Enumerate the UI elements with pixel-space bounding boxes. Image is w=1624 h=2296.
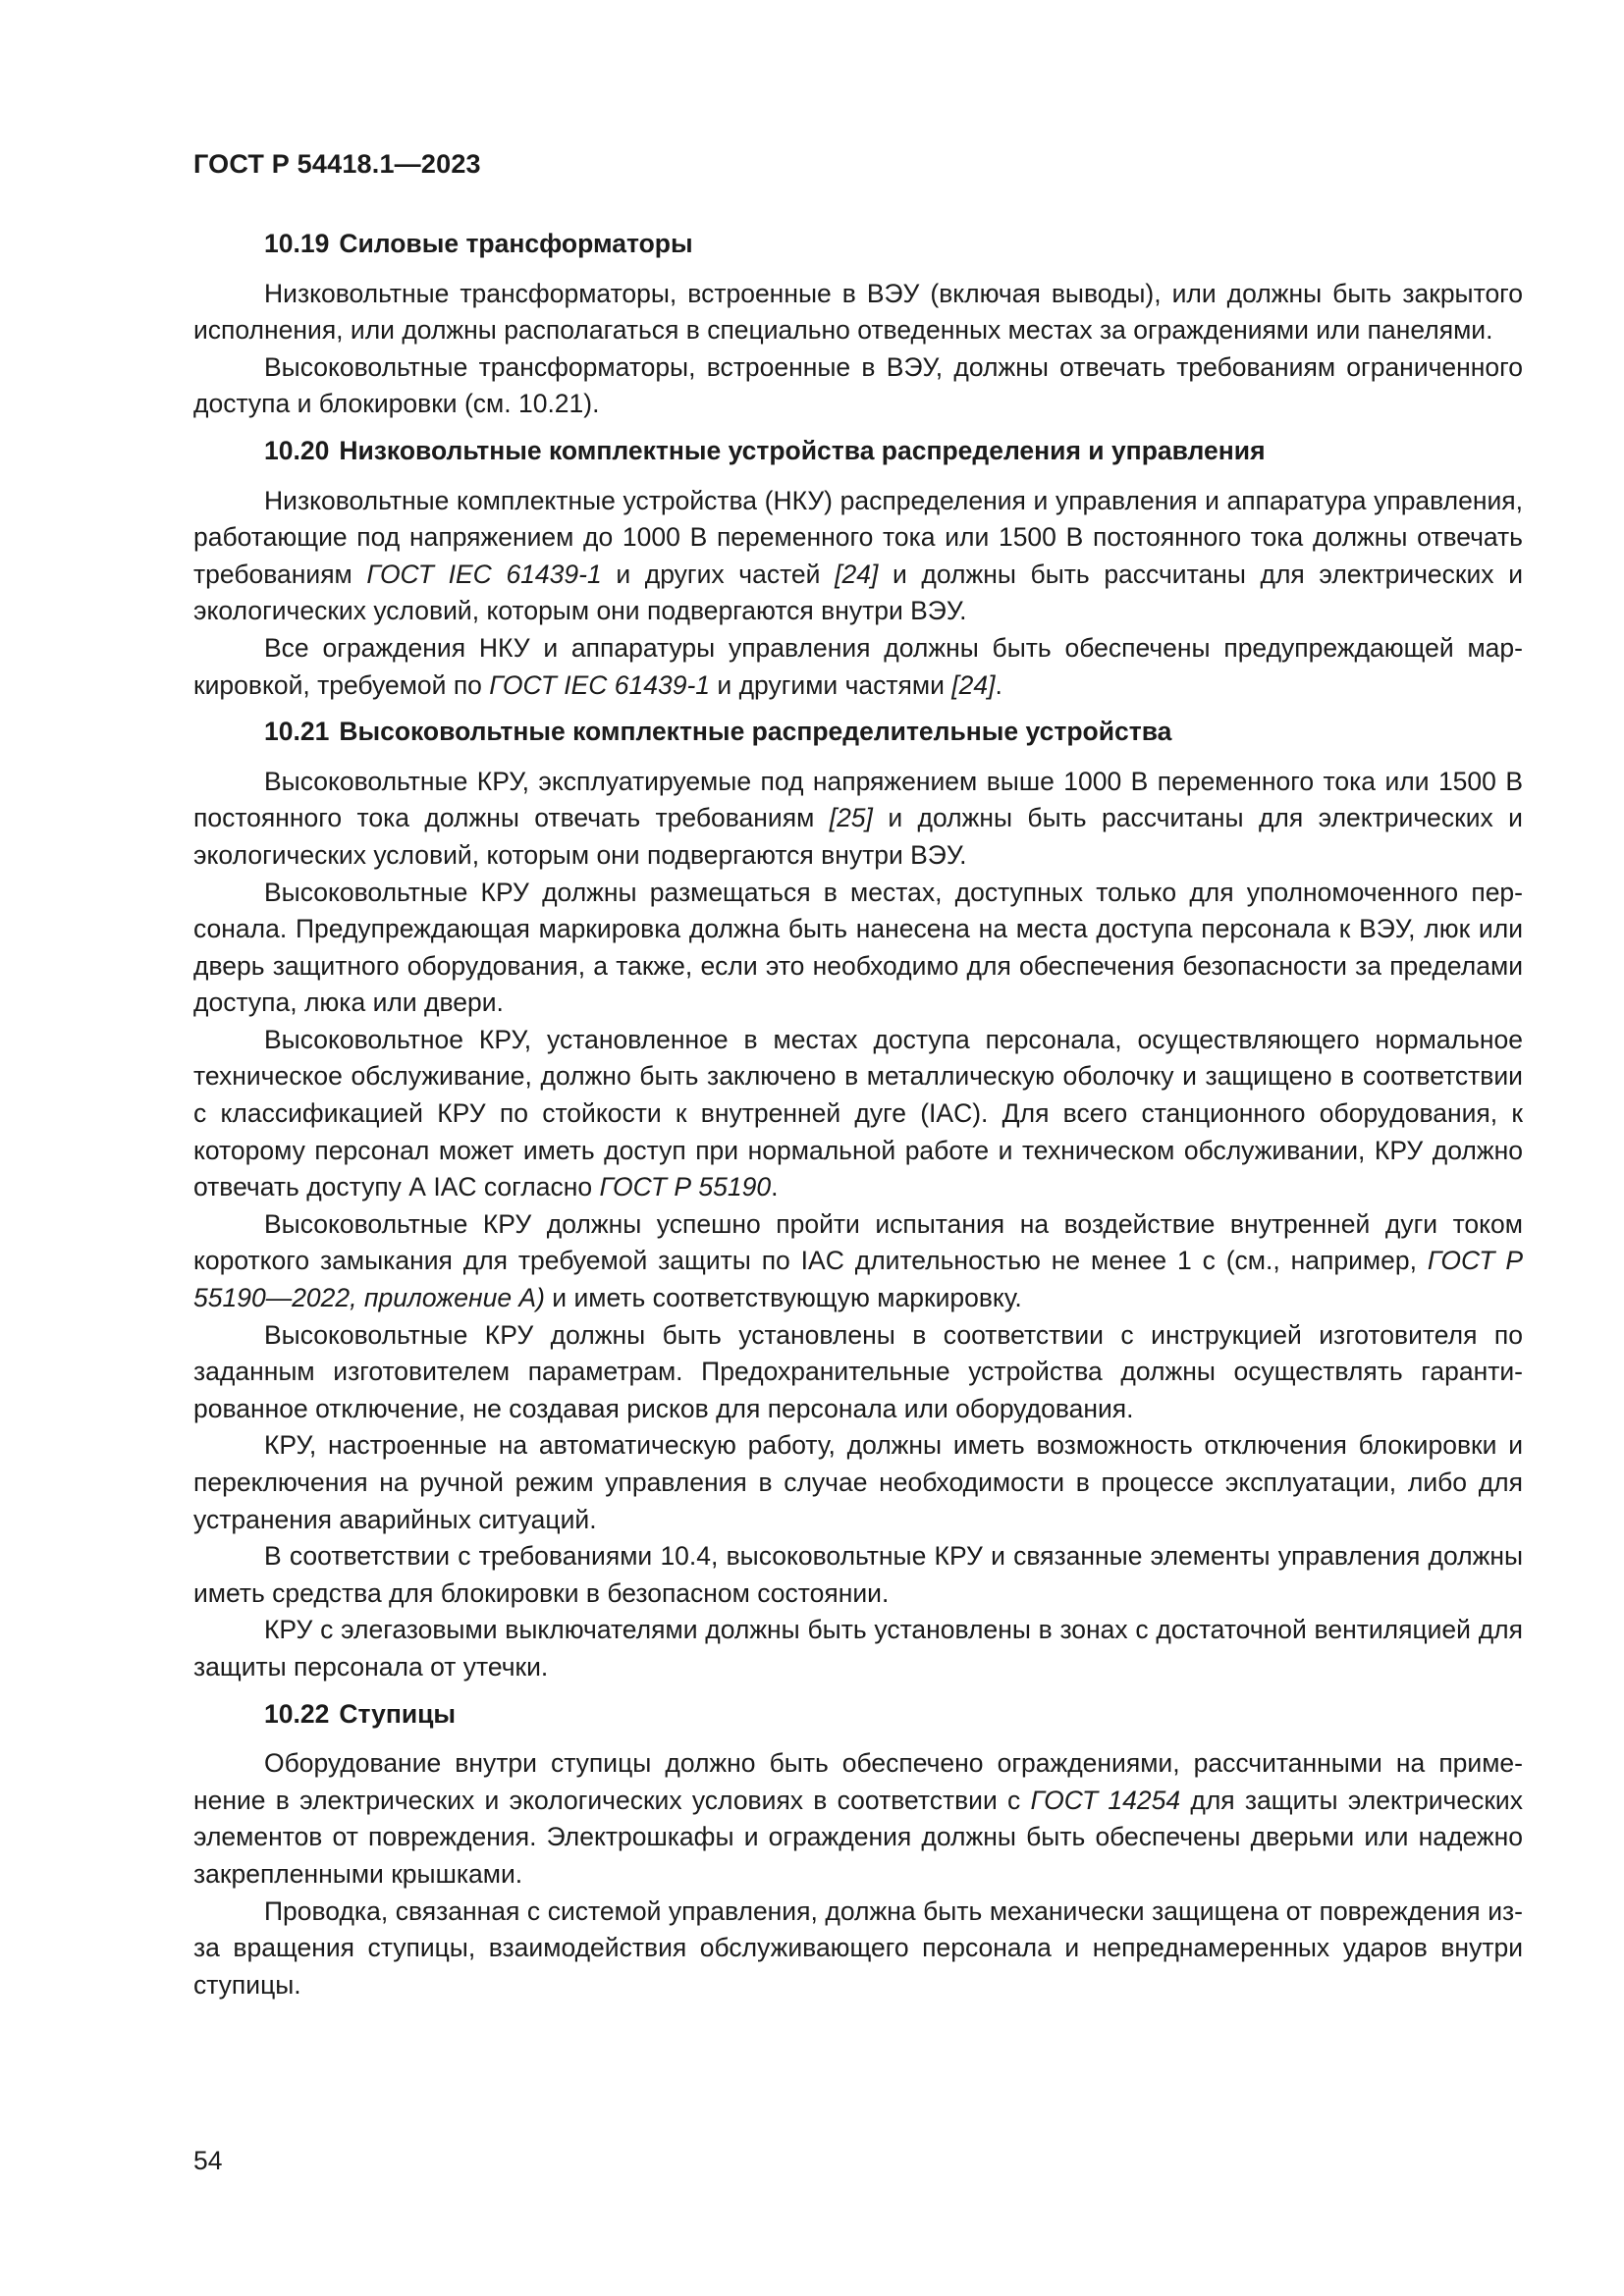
page-number: 54: [193, 2146, 223, 2175]
paragraph-text: Все ограждения НКУ и аппаратуры управления должны быть обеспечены предупреждающей маркировкой, требуемой по: [193, 632, 1523, 700]
section-10-20: [193, 433, 1523, 704]
paragraph-text: КРУ, настроенные на автоматическую работу, должны иметь возможность отключения блокировки и переключения на ручной режим управления в случае необходимости в процессе эксплуатации, либо для устранения аварийных ситуаций.: [193, 1430, 1523, 1534]
paragraph: [193, 875, 1523, 1022]
section-number: 10.22: [264, 1698, 330, 1729]
section-10-21: [193, 714, 1523, 1685]
paragraph: [193, 349, 1523, 423]
paragraph: [193, 1612, 1523, 1685]
reference-text: ГОСТ 14254: [1030, 1785, 1181, 1815]
section-heading-text: Низковольтные комплектные устройства распределения и управления: [339, 435, 1266, 465]
paragraph: [193, 1427, 1523, 1538]
paragraph-text: .: [771, 1172, 779, 1202]
paragraph: [193, 1317, 1523, 1428]
paragraph: [193, 1206, 1523, 1317]
paragraph: [193, 1745, 1523, 1893]
reference-text: ГОСТ Р 55190—2022, приложение А): [193, 1246, 1523, 1313]
paragraph: [193, 764, 1523, 875]
section-heading-text: Силовые трансформаторы: [339, 229, 693, 258]
reference-text: ГОСТ IEC 61439-1: [489, 669, 711, 700]
paragraph-text: Высоковольтные трансформаторы, встроенные в ВЭУ, должны отвечать требованиям ограниченного доступа и блокировки (см. 10.21).: [193, 351, 1523, 419]
section-heading-text: Ступицы: [339, 1698, 457, 1729]
reference-text: [24]: [835, 559, 879, 589]
paragraph: [193, 276, 1523, 349]
paragraph: [193, 1022, 1523, 1206]
section-10-19: [193, 226, 1523, 423]
reference-text: ГОСТ Р 55190: [599, 1172, 772, 1202]
section-title: [264, 433, 1523, 470]
paragraph: [193, 1538, 1523, 1612]
paragraph-text: Высоковольтные КРУ должны размещаться в местах, доступных только для уполномоченного персонала. Предупреждающая маркировка должна быть нанесена на места доступа персонала к ВЭУ, люк или дверь защитного оборудования, а также, если это необходимо для обеспечения безопасности за пределами доступа, люка или двери.: [193, 877, 1523, 1018]
section-number: 10.21: [264, 717, 330, 747]
paragraph-text: и иметь соответствующую маркировку.: [544, 1283, 1022, 1313]
section-title: [264, 1696, 1523, 1734]
paragraph-text: для защиты электрических элементов от повреждения. Электрошкафы и ограждения должны быть обеспечены дверьми или надежно закрепленными крышками.: [193, 1785, 1523, 1889]
reference-text: ГОСТ IEC 61439-1: [366, 559, 602, 589]
document-body: [193, 226, 1523, 2013]
paragraph-text: и других частей: [601, 559, 836, 589]
paragraph-text: Высоковольтные КРУ, эксплуатируемые под напряжением выше 1000 В переменного тока или 1500 В постоянного тока должны отвечать требованиям: [193, 766, 1523, 833]
paragraph: [193, 1894, 1523, 2004]
paragraph-text: Высоковольтные КРУ должны успешно пройти испытания на воздействие внутренней дуги током короткого замыкания для требуемой защиты по IAC длительностью не менее 1 с (см., например,: [193, 1208, 1523, 1276]
section-heading-text: Высоковольтные комплектные распределительные устройства: [339, 717, 1172, 747]
paragraph-text: В соответствии с требованиями 10.4, высоковольтные КРУ и связанные элементы управления должны иметь средства для блокировки в безопасном состоянии.: [193, 1541, 1523, 1608]
paragraph-text: КРУ с элегазовыми выключателями должны быть установлены в зонах с достаточной вентиляцией для защиты персонала от утечки.: [193, 1615, 1523, 1682]
reference-text: [24]: [951, 669, 996, 700]
section-number: 10.19: [264, 229, 330, 258]
paragraph-text: Оборудование внутри ступицы должно быть обеспечено ограждениями, рассчитанными на применение в электрических и экологических условиях в соответствии с: [193, 1748, 1523, 1815]
section-title: [264, 714, 1523, 751]
paragraph-text: и должны быть рассчитаны для электрических и экологических условий, которым они подвергаются внутри ВЭУ.: [193, 559, 1523, 626]
reference-text: [25]: [829, 803, 873, 833]
document-header: ГОСТ Р 54418.1—2023: [193, 149, 481, 179]
paragraph-text: Высоковольтные КРУ должны быть установлены в соответствии с инструкцией изготовителя по заданным изготовителем параметрам. Предохранительные устройства должны осуществлять гарантированное отключение, не создавая рисков для персонала или оборудования.: [193, 1319, 1523, 1423]
paragraph-text: Низковольтные комплектные устройства (НКУ) распределения и управления и аппаратура управления, работающие под напряжением до 1000 В переменного тока или 1500 В постоянного тока должны отвечать требованиям: [193, 485, 1523, 589]
section-10-22: [193, 1696, 1523, 2004]
paragraph-text: и другими частями: [710, 669, 952, 700]
section-number: 10.20: [264, 435, 330, 465]
paragraph-text: .: [995, 669, 1002, 700]
paragraph-text: Проводка, связанная с системой управления, должна быть механически защищена от повреждения из-за вращения ступицы, взаимодействия обслуживающего персонала и непреднамеренных ударов внутри ступицы.: [193, 1896, 1523, 2000]
paragraph-text: Низковольтные трансформаторы, встроенные в ВЭУ (включая выводы), или должны быть закрытого исполнения, или должны располагаться в специально отведенных местах за ограждениями или панелями.: [193, 278, 1523, 346]
paragraph-text: Высоковольтное КРУ, установленное в местах доступа персонала, осуществляющего нормальное техническое обслуживание, должно быть заключено в металлическую оболочку и защищено в соответствии с классификацией КРУ по стойкости к внутренней дуге (IAC). Для всего станционного оборудования, к которому персонал может иметь доступ при нормальной работе и техническом обслуживании, КРУ должно отвечать доступу А IAC согласно: [193, 1024, 1523, 1202]
paragraph: [193, 630, 1523, 704]
paragraph: [193, 483, 1523, 630]
paragraph-text: и должны быть рассчитаны для электрических и экологических условий, которым они подвергаются внутри ВЭУ.: [193, 803, 1523, 870]
section-title: [264, 226, 1523, 263]
